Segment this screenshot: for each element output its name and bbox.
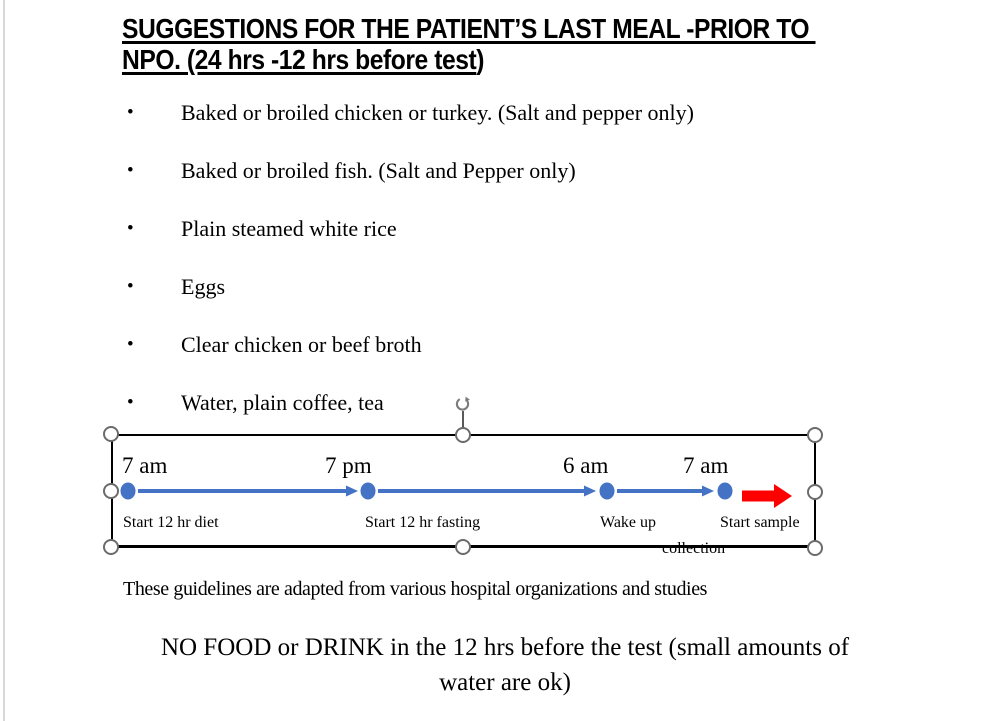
final-red-arrow	[742, 484, 792, 508]
resize-handle-middle-right[interactable]	[807, 484, 823, 500]
timeline-arrow-3	[617, 486, 714, 497]
bullet-icon: •	[127, 392, 134, 413]
timeline-label-2: Start 12 hr fasting	[365, 514, 481, 531]
timeline-time-4: 7 am	[683, 453, 729, 478]
page-title-line1: SUGGESTIONS FOR THE PATIENT’S LAST MEAL -PRIOR TO	[122, 13, 816, 44]
timeline-arrow-1	[138, 486, 358, 497]
milestone-dot-2	[361, 483, 376, 500]
list-item-text: Plain steamed white rice	[181, 216, 397, 241]
bullet-icon: •	[127, 102, 134, 123]
timeline-shape[interactable]	[111, 434, 816, 557]
list-item-text: Eggs	[181, 274, 225, 299]
bullet-icon: •	[127, 218, 134, 239]
milestone-dot-4	[718, 483, 733, 500]
bullet-icon: •	[127, 334, 134, 355]
suggestions-list	[122, 100, 862, 448]
timeline-time-3: 6 am	[563, 453, 609, 478]
npo-warning-line2: water are ok)	[439, 669, 571, 696]
timeline-arrow-2	[378, 486, 596, 497]
guidelines-note: These guidelines are adapted from various hospital organizations and studies	[123, 578, 708, 600]
npo-warning-line1: NO FOOD or DRINK in the 12 hrs before the test (small amounts of	[160, 634, 850, 661]
resize-handle-top-right[interactable]	[807, 427, 823, 443]
page-edge-line	[3, 0, 5, 721]
resize-handle-bottom-left[interactable]	[103, 539, 119, 555]
rotate-handle-stem	[462, 411, 464, 428]
milestone-dot-3	[600, 483, 615, 500]
resize-handle-top-left[interactable]	[103, 426, 119, 442]
list-item	[122, 216, 862, 274]
bullet-icon: •	[127, 276, 134, 297]
list-item-text: Clear chicken or beef broth	[181, 332, 422, 357]
timeline-label-3: Wake up	[600, 514, 657, 531]
list-item	[122, 274, 862, 332]
list-item-text: Water, plain coffee, tea	[181, 390, 384, 415]
npo-warning	[122, 630, 888, 700]
timeline-time-2: 7 pm	[325, 453, 372, 478]
page-title	[122, 13, 816, 75]
resize-handle-top-middle[interactable]	[455, 427, 471, 443]
resize-handle-middle-left[interactable]	[103, 483, 119, 499]
timeline-time-1: 7 am	[122, 453, 168, 478]
timeline-label-4-line2: collection	[662, 540, 726, 557]
list-item	[122, 100, 862, 158]
list-item	[122, 158, 862, 216]
bullet-icon: •	[127, 160, 134, 181]
milestone-dot-1	[121, 483, 136, 500]
timeline-label-4: Start sample	[720, 514, 800, 531]
list-item-text: Baked or broiled chicken or turkey. (Salt and pepper only)	[181, 100, 694, 125]
rotate-handle-icon[interactable]	[454, 394, 471, 411]
resize-handle-bottom-right[interactable]	[807, 540, 823, 556]
list-item-text: Baked or broiled fish. (Salt and Pepper only)	[181, 158, 576, 183]
list-item	[122, 332, 862, 390]
page-title-line2: NPO. (24 hrs -12 hrs before test)	[122, 44, 485, 75]
timeline-label-1: Start 12 hr diet	[123, 514, 219, 531]
resize-handle-bottom-middle[interactable]	[455, 539, 471, 555]
